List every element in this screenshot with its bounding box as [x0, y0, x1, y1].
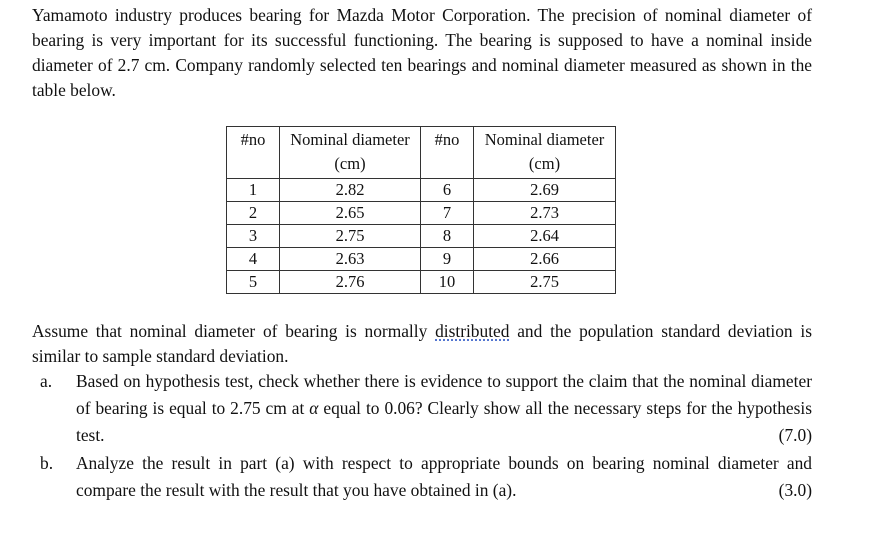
question-a [40, 368, 812, 449]
table-cell: 3 [227, 225, 280, 248]
table-cell: 2 [227, 202, 280, 225]
assumption-paragraph [32, 319, 812, 369]
table-cell: 10 [421, 271, 474, 294]
spellcheck-underlined-word: distributed [435, 321, 510, 341]
table-cell: 4 [227, 248, 280, 271]
table-row [227, 248, 616, 271]
table-cell: 2.63 [280, 248, 421, 271]
question-a-text-start: Based on hypothesis test, check whether there is evidence to support the claim that the nominal diameter of bearing is equal to 2.75 cm at [76, 371, 812, 418]
header-diameter-1: Nominal diameter (cm) [280, 127, 421, 179]
alpha-symbol: α [309, 398, 319, 418]
table-header-row [227, 127, 616, 179]
table-row [227, 202, 616, 225]
question-b-marks: (3.0) [778, 480, 812, 500]
question-b-label: b. [40, 453, 54, 473]
table-cell: 2.69 [474, 179, 616, 202]
diameter-table [226, 126, 616, 294]
question-a-marks: (7.0) [778, 425, 812, 445]
table-cell: 2.64 [474, 225, 616, 248]
table-cell: 9 [421, 248, 474, 271]
table-cell: 1 [227, 179, 280, 202]
question-b-text: Analyze the result in part (a) with respect to appropriate bounds on bearing nominal diameter and compare the result with the result that you have obtained in (a). [76, 453, 812, 500]
question-a-text-end: equal to 0.06? Clearly show all the necessary steps for the hypothesis test. [76, 398, 812, 445]
table-row [227, 271, 616, 294]
question-a-label: a. [40, 371, 53, 391]
table-cell: 8 [421, 225, 474, 248]
header-diameter-2: Nominal diameter (cm) [474, 127, 616, 179]
table-cell: 2.65 [280, 202, 421, 225]
table-cell: 5 [227, 271, 280, 294]
table-cell: 2.82 [280, 179, 421, 202]
table-cell: 2.76 [280, 271, 421, 294]
table-cell: 2.66 [474, 248, 616, 271]
table-cell: 6 [421, 179, 474, 202]
table-row [227, 225, 616, 248]
table-row [227, 179, 616, 202]
header-no-2: #no [421, 127, 474, 179]
table-cell: 2.75 [474, 271, 616, 294]
assumption-text-end: and the population standard deviation is similar to sample standard deviation. [32, 321, 812, 366]
assumption-text-start: Assume that nominal diameter of bearing is normally [32, 321, 436, 341]
table-cell: 2.75 [280, 225, 421, 248]
header-no-1: #no [227, 127, 280, 179]
table-cell: 2.73 [474, 202, 616, 225]
table-cell: 7 [421, 202, 474, 225]
question-b [40, 450, 812, 504]
intro-paragraph: Yamamoto industry produces bearing for Mazda Motor Corporation. The precision of nominal diameter of bearing is very important for its successful functioning. The bearing is supposed to have a nominal inside diameter of 2.7 cm. Company randomly selected ten bearings and nominal diameter measured as shown in the table below. [32, 5, 812, 100]
